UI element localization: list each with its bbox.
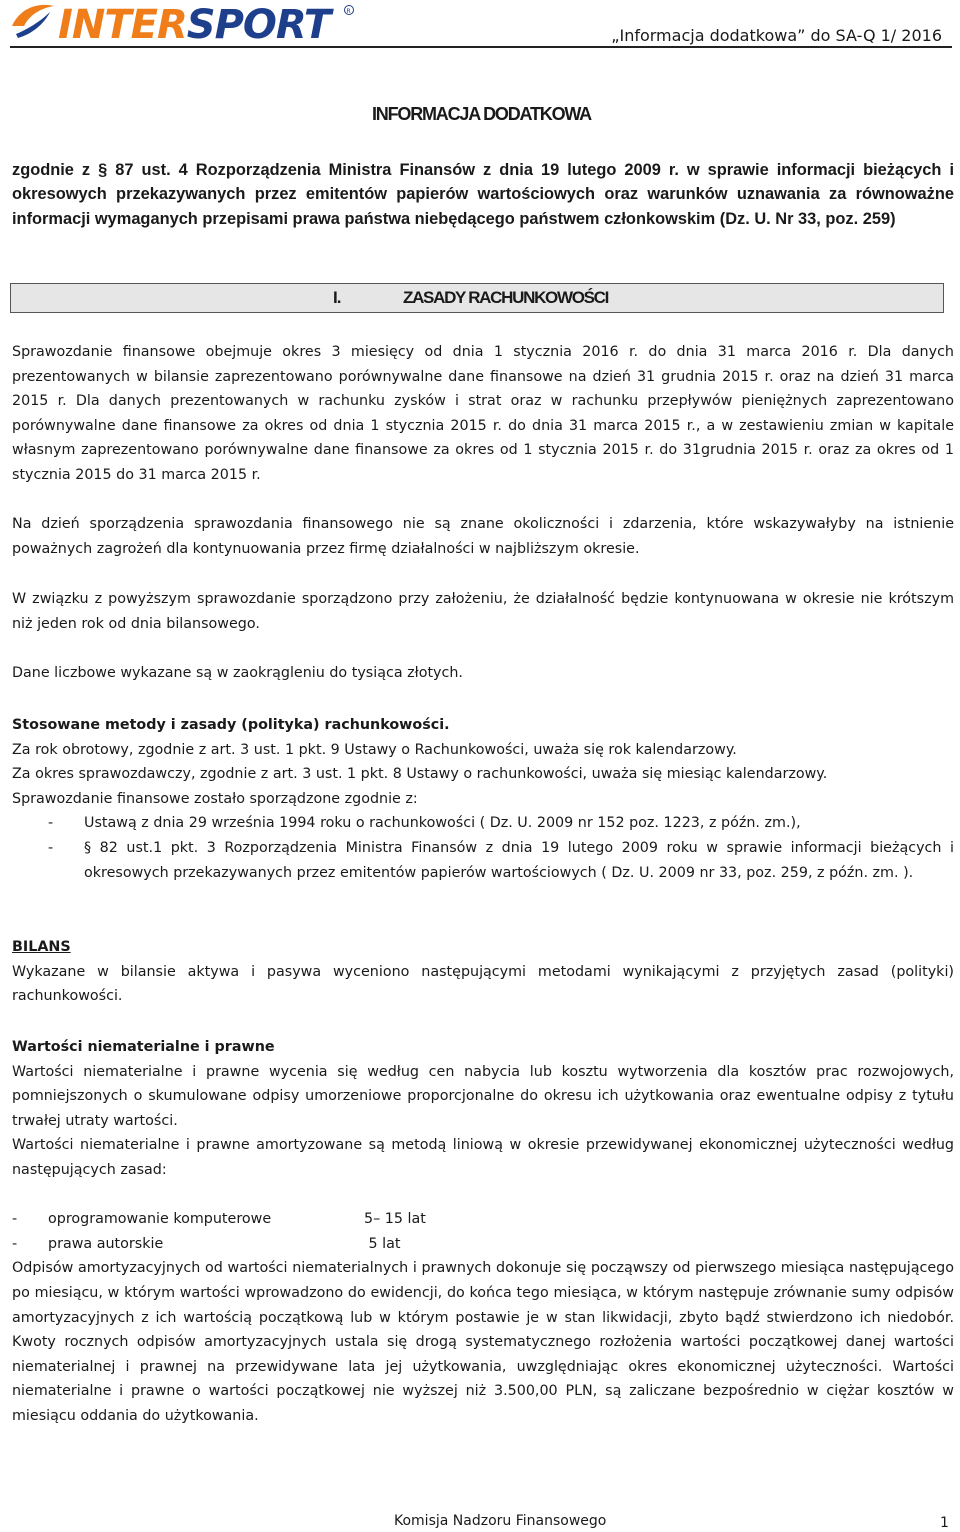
intangibles-paragraph-1: Wartości niematerialne i prawne wycenia się według cen nabycia lub kosztu wytworzenia dla kosztów prac rozwojowych, pomniejszonych o skumulowane odpisy umorzeniowe proporcjonalne do okresu ich użytkowania oraz ewentualne odpisy z tytułu trwałej utraty wartości. [12, 1063, 954, 1129]
list-dash: - [48, 815, 54, 832]
intangibles-paragraph-3: Odpisów amortyzacyjnych od wartości niematerialnych i prawnych dokonuje się począwszy od pierwszego miesiąca następującego po miesiącu, w którym wartości wprowadzono do ewidencji, do końca tego miesiąca, w którym następuje zrównanie sumy odpisów amortyzacyjnych z ich wartością początkową lub w którym postawie je w stan likwidacji, zbyto bądź stwierdzono ich niedobór. Kwoty rocznych odpisów amortyzacyjnych ustala się drogą systematycznego rozłożenia wartości początkowej danej wartości niematerialnej i prawnej na przewidywane lata jej użytkowania, uwzględniając okres ekonomicznej użyteczności. Wartości niematerialne i prawne o wartości początkowej nie wyższej niż 3.500,00 PLN, są zaliczane bezpośrednio w ciężar kosztów w miesiącu oddania do użytkowania. [12, 1260, 954, 1424]
amortization-row [12, 1207, 954, 1232]
methods-line-reporting-period: Za okres sprawozdawczy, zgodnie z art. 3 ust. 1 pkt. 8 Ustawy o rachunkowości, uważa się miesiąc kalendarzowy. [12, 766, 828, 783]
section-title: ZASADY RACHUNKOWOŚCI [403, 288, 609, 307]
amortization-label: oprogramowanie komputerowe [48, 1211, 272, 1228]
list-dash: - [12, 1235, 18, 1252]
amortization-value: 5– 15 lat [364, 1211, 426, 1228]
bilans-heading: BILANS [12, 939, 71, 955]
paragraph-going-concern: Na dzień sporządzenia sprawozdania finansowego nie są znane okoliczności i zdarzenia, które wskazywałyby na istnienie poważnych zagrożeń dla kontynuowania przez firmę działalności w najbliższym okresie. [12, 516, 954, 557]
svg-text:INTERSPORT: INTERSPORT [58, 2, 331, 44]
list-dash: - [12, 1211, 18, 1228]
methods-heading: Stosowane metody i zasady (polityka) rachunkowości. [12, 717, 450, 733]
legal-basis: zgodnie z § 87 ust. 4 Rozporządzenia Ministra Finansów z dnia 19 lutego 2009 r. w sprawie informacji bieżących i okresowych przekazywanych przez emitentów papierów wartościowych oraz warunków uznawania za równoważne informacji wymaganych przepisami prawa państwa niebędącego państwem członkowskim (Dz. U. Nr 33, poz. 259) [12, 161, 954, 228]
bilans-text: Wykazane w bilansie aktywa i pasywa wyceniono następującymi metodami wynikającymi z przyjętych zasad (polityki) rachunkowości. [12, 963, 954, 1005]
list-item-text: § 82 ust.1 pkt. 3 Rozporządzenia Ministra Finansów z dnia 19 lutego 2009 roku w sprawie informacji bieżących i okresowych przekazywanych przez emitentów papierów wartościowych ( Dz. U. 2009 nr 33, poz. 259, z późn. zm. ). [84, 839, 954, 881]
methods-line-fiscal-year: Za rok obrotowy, zgodnie z art. 3 ust. 1 pkt. 9 Ustawy o Rachunkowości, uważa się rok kalendarzowy. [12, 741, 737, 758]
paragraph-assumption: W związku z powyższym sprawozdanie sporządzono przy założeniu, że działalność będzie kontynuowana w okresie nie krótszym niż jeden rok od dnia bilansowego. [12, 591, 954, 632]
list-item [12, 836, 954, 885]
methods-line-prepared: Sprawozdanie finansowe zostało sporządzone zgodnie z: [12, 790, 418, 807]
amortization-label: prawa autorskie [48, 1235, 164, 1252]
footer-text: Komisja Nadzoru Finansowego [394, 1513, 607, 1529]
document-header-title: „Informacja dodatkowa” do SA-Q 1/ 2016 [611, 26, 942, 45]
list-item-text: Ustawą z dnia 29 września 1994 roku o rachunkowości ( Dz. U. 2009 nr 152 poz. 1223, z późn. zm.), [84, 815, 801, 832]
paragraph-period: Sprawozdanie finansowe obejmuje okres 3 miesięcy od dnia 1 stycznia 2016 r. do dnia 31 marca 2016 r. Dla danych prezentowanych w bilansie zaprezentowano porównywalne dane finansowe na dzień 31 grudnia 2015 r. oraz na dzień 31 marca 2015 r. Dla danych prezentowanych w rachunku zysków i strat oraz w rachunku przepływów pieniężnych zaprezentowano porównywalne dane finansowe za okres od dnia 1 stycznia 2015 r. do dnia 31 marca 2015 r., a w zestawieniu zmian w kapitale własnym zaprezentowano porównywalne dane finansowe za okres od 1 stycznia 2015 r. do 31grudnia 2015 r. oraz za okres od 1 stycznia 2015 do 31 marca 2015 r. [12, 344, 954, 483]
amortization-row [12, 1232, 954, 1257]
amortization-value: 5 lat [364, 1235, 401, 1252]
accounting-methods-section [12, 713, 954, 885]
list-item [12, 811, 954, 836]
section-number: I. [333, 288, 341, 307]
bilans-section [12, 935, 954, 1009]
intangibles-paragraph-2: Wartości niematerialne i prawne amortyzowane są metodą liniową w okresie przewidywanej ekonomicznej użyteczności według następujących zasad: [12, 1137, 954, 1178]
svg-text:R: R [346, 8, 351, 15]
page-number: 1 [940, 1515, 949, 1531]
section-heading-box [10, 283, 944, 313]
page-title: INFORMACJA DODATKOWA [372, 104, 591, 124]
paragraph-rounding: Dane liczbowe wykazane są w zaokrągleniu do tysiąca złotych. [12, 665, 463, 681]
intersport-logo [10, 0, 355, 44]
list-dash: - [48, 839, 54, 856]
intangibles-heading: Wartości niematerialne i prawne [12, 1039, 275, 1055]
header-divider [10, 46, 952, 48]
intangibles-section [12, 1035, 954, 1429]
